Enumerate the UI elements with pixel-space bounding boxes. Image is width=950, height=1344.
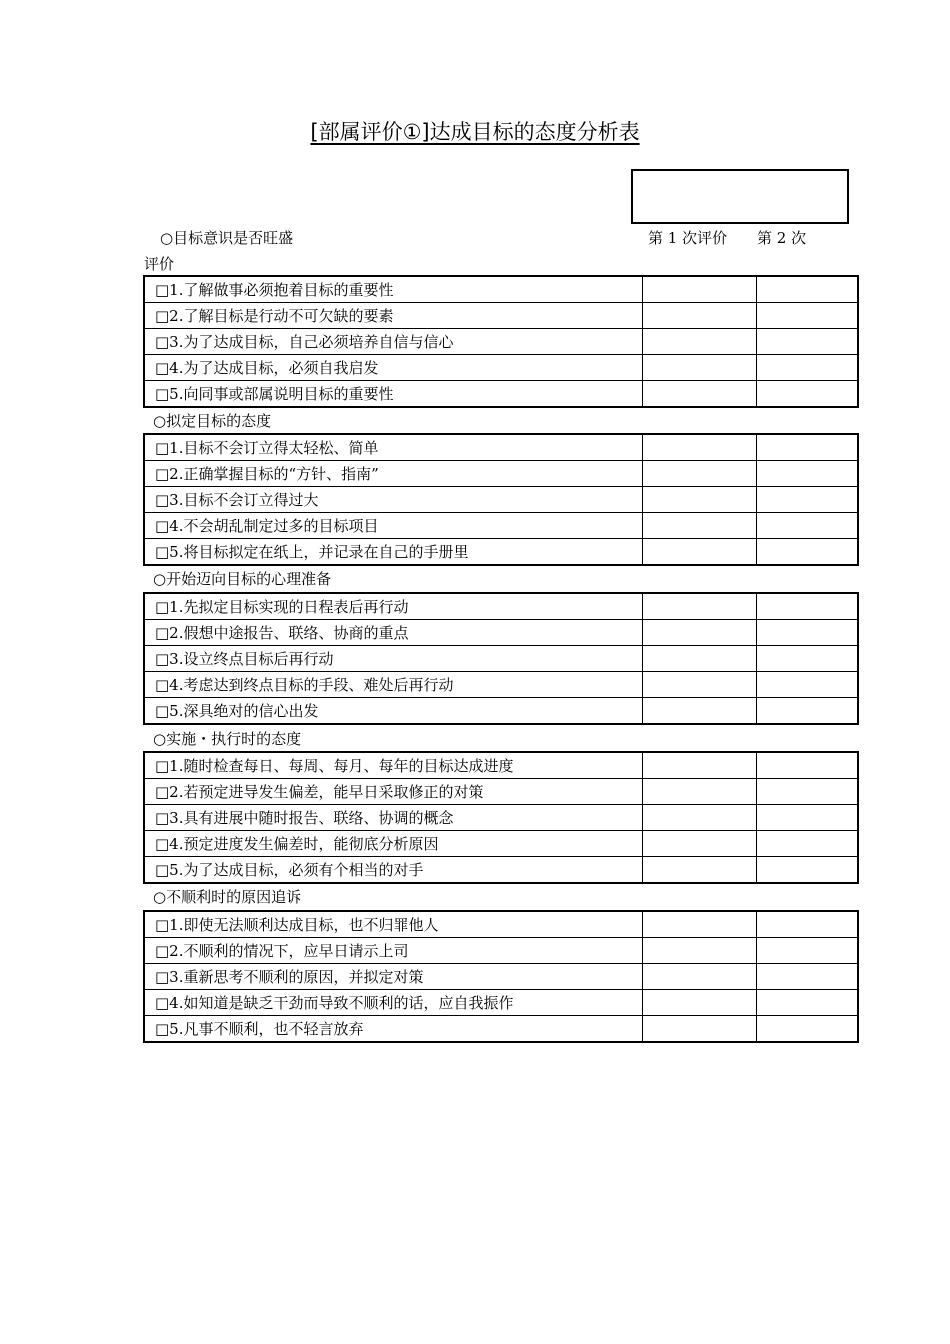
checklist-item[interactable]: □3.具有进展中随时报告、联络、协调的概念 xyxy=(144,805,643,831)
section-table-5 xyxy=(143,910,859,1043)
table-row xyxy=(144,539,858,566)
first-eval-cell[interactable] xyxy=(643,911,757,938)
section-label-4: ○实施・执行时的态度 xyxy=(153,730,302,748)
first-eval-cell[interactable] xyxy=(643,487,757,513)
section-table-2 xyxy=(143,433,859,566)
section-label-5: ○不顺利时的原因追诉 xyxy=(153,888,302,906)
section-table-4 xyxy=(143,751,859,884)
table-row xyxy=(144,752,858,779)
first-evaluation-header: 第 1 次评价 xyxy=(648,229,728,247)
table-row xyxy=(144,698,858,725)
table-row xyxy=(144,857,858,884)
checklist-item[interactable]: □4.预定进度发生偏差时，能彻底分析原因 xyxy=(144,831,643,857)
second-eval-cell[interactable] xyxy=(757,752,859,779)
first-eval-cell[interactable] xyxy=(643,1016,757,1043)
table-row xyxy=(144,1016,858,1043)
first-eval-cell[interactable] xyxy=(643,831,757,857)
section-table-1 xyxy=(143,275,859,408)
checklist-item[interactable]: □4.考虑达到终点目标的手段、难处后再行动 xyxy=(144,672,643,698)
first-eval-cell[interactable] xyxy=(643,539,757,566)
table-row xyxy=(144,355,858,381)
checklist-item[interactable]: □5.为了达成目标，必须有个相当的对手 xyxy=(144,857,643,884)
table-row xyxy=(144,461,858,487)
checklist-item[interactable]: □2.了解目标是行动不可欠缺的要素 xyxy=(144,303,643,329)
table-row xyxy=(144,990,858,1016)
table-row xyxy=(144,513,858,539)
second-evaluation-header: 第 2 次 xyxy=(757,229,807,247)
checklist-item[interactable]: □3.目标不会订立得过大 xyxy=(144,487,643,513)
first-eval-cell[interactable] xyxy=(643,672,757,698)
first-eval-cell[interactable] xyxy=(643,964,757,990)
second-eval-cell[interactable] xyxy=(757,620,859,646)
table-row xyxy=(144,964,858,990)
checklist-item[interactable]: □4.不会胡乱制定过多的目标项目 xyxy=(144,513,643,539)
first-eval-cell[interactable] xyxy=(643,857,757,884)
table-row xyxy=(144,779,858,805)
second-eval-cell[interactable] xyxy=(757,539,859,566)
checklist-item[interactable]: □1.即使无法顺利达成目标，也不归罪他人 xyxy=(144,911,643,938)
page-title: [部属评价①]达成目标的态度分析表 xyxy=(310,120,640,144)
checklist-item[interactable]: □2.假想中途报告、联络、协商的重点 xyxy=(144,620,643,646)
first-eval-cell[interactable] xyxy=(643,752,757,779)
first-eval-cell[interactable] xyxy=(643,620,757,646)
evaluation-suffix: 评价 xyxy=(144,255,175,273)
first-eval-cell[interactable] xyxy=(643,329,757,355)
second-eval-cell[interactable] xyxy=(757,303,859,329)
second-eval-cell[interactable] xyxy=(757,646,859,672)
second-eval-cell[interactable] xyxy=(757,911,859,938)
first-eval-cell[interactable] xyxy=(643,381,757,408)
table-row xyxy=(144,303,858,329)
section-label-2: ○拟定目标的态度 xyxy=(153,412,272,430)
table-row xyxy=(144,620,858,646)
first-eval-cell[interactable] xyxy=(643,805,757,831)
second-eval-cell[interactable] xyxy=(757,672,859,698)
score-box[interactable] xyxy=(631,169,849,224)
table-row xyxy=(144,831,858,857)
checklist-item[interactable]: □5.凡事不顺利，也不轻言放弃 xyxy=(144,1016,643,1043)
checklist-item[interactable]: □1.先拟定目标实现的日程表后再行动 xyxy=(144,593,643,620)
first-eval-cell[interactable] xyxy=(643,303,757,329)
second-eval-cell[interactable] xyxy=(757,990,859,1016)
first-eval-cell[interactable] xyxy=(643,593,757,620)
first-eval-cell[interactable] xyxy=(643,646,757,672)
first-eval-cell[interactable] xyxy=(643,434,757,461)
second-eval-cell[interactable] xyxy=(757,593,859,620)
section-label-3: ○开始迈向目标的心理准备 xyxy=(153,570,332,588)
section-table-3 xyxy=(143,592,859,725)
second-eval-cell[interactable] xyxy=(757,698,859,725)
table-row xyxy=(144,487,858,513)
second-eval-cell[interactable] xyxy=(757,831,859,857)
checklist-item[interactable]: □3.设立终点目标后再行动 xyxy=(144,646,643,672)
checklist-item[interactable]: □2.若预定进导发生偏差，能早日采取修正的对策 xyxy=(144,779,643,805)
checklist-item[interactable]: □4.如知道是缺乏干劲而导致不顺利的话，应自我振作 xyxy=(144,990,643,1016)
first-eval-cell[interactable] xyxy=(643,513,757,539)
checklist-item[interactable]: □5.将目标拟定在纸上，并记录在自己的手册里 xyxy=(144,539,643,566)
table-row xyxy=(144,381,858,408)
first-eval-cell[interactable] xyxy=(643,938,757,964)
second-eval-cell[interactable] xyxy=(757,1016,859,1043)
first-eval-cell[interactable] xyxy=(643,990,757,1016)
second-eval-cell[interactable] xyxy=(757,329,859,355)
second-eval-cell[interactable] xyxy=(757,964,859,990)
second-eval-cell[interactable] xyxy=(757,779,859,805)
first-eval-cell[interactable] xyxy=(643,276,757,303)
checklist-item[interactable]: □1.目标不会订立得太轻松、简单 xyxy=(144,434,643,461)
table-row xyxy=(144,805,858,831)
second-eval-cell[interactable] xyxy=(757,355,859,381)
second-eval-cell[interactable] xyxy=(757,276,859,303)
checklist-item[interactable]: □5.深具绝对的信心出发 xyxy=(144,698,643,725)
table-row xyxy=(144,434,858,461)
table-row xyxy=(144,593,858,620)
second-eval-cell[interactable] xyxy=(757,857,859,884)
table-row xyxy=(144,911,858,938)
checklist-item[interactable]: □3.重新思考不顺利的原因，并拟定对策 xyxy=(144,964,643,990)
second-eval-cell[interactable] xyxy=(757,461,859,487)
checklist-item[interactable]: □3.为了达成目标，自己必须培养自信与信心 xyxy=(144,329,643,355)
checklist-item[interactable]: □2.正确掌握目标的“方针、指南” xyxy=(144,461,643,487)
first-eval-cell[interactable] xyxy=(643,461,757,487)
checklist-item[interactable]: □5.向同事或部属说明目标的重要性 xyxy=(144,381,643,408)
table-row xyxy=(144,672,858,698)
second-eval-cell[interactable] xyxy=(757,513,859,539)
table-row xyxy=(144,276,858,303)
first-eval-cell[interactable] xyxy=(643,355,757,381)
second-eval-cell[interactable] xyxy=(757,434,859,461)
first-eval-cell[interactable] xyxy=(643,698,757,725)
section-label-1: ○目标意识是否旺盛 xyxy=(160,229,294,247)
checklist-item[interactable]: □1.随时检查每日、每周、每月、每年的目标达成进度 xyxy=(144,752,643,779)
second-eval-cell[interactable] xyxy=(757,487,859,513)
table-row xyxy=(144,646,858,672)
table-row xyxy=(144,938,858,964)
first-eval-cell[interactable] xyxy=(643,779,757,805)
checklist-item[interactable]: □1.了解做事必须抱着目标的重要性 xyxy=(144,276,643,303)
second-eval-cell[interactable] xyxy=(757,938,859,964)
checklist-item[interactable]: □4.为了达成目标，必须自我启发 xyxy=(144,355,643,381)
second-eval-cell[interactable] xyxy=(757,381,859,408)
table-row xyxy=(144,329,858,355)
second-eval-cell[interactable] xyxy=(757,805,859,831)
checklist-item[interactable]: □2.不顺利的情况下，应早日请示上司 xyxy=(144,938,643,964)
